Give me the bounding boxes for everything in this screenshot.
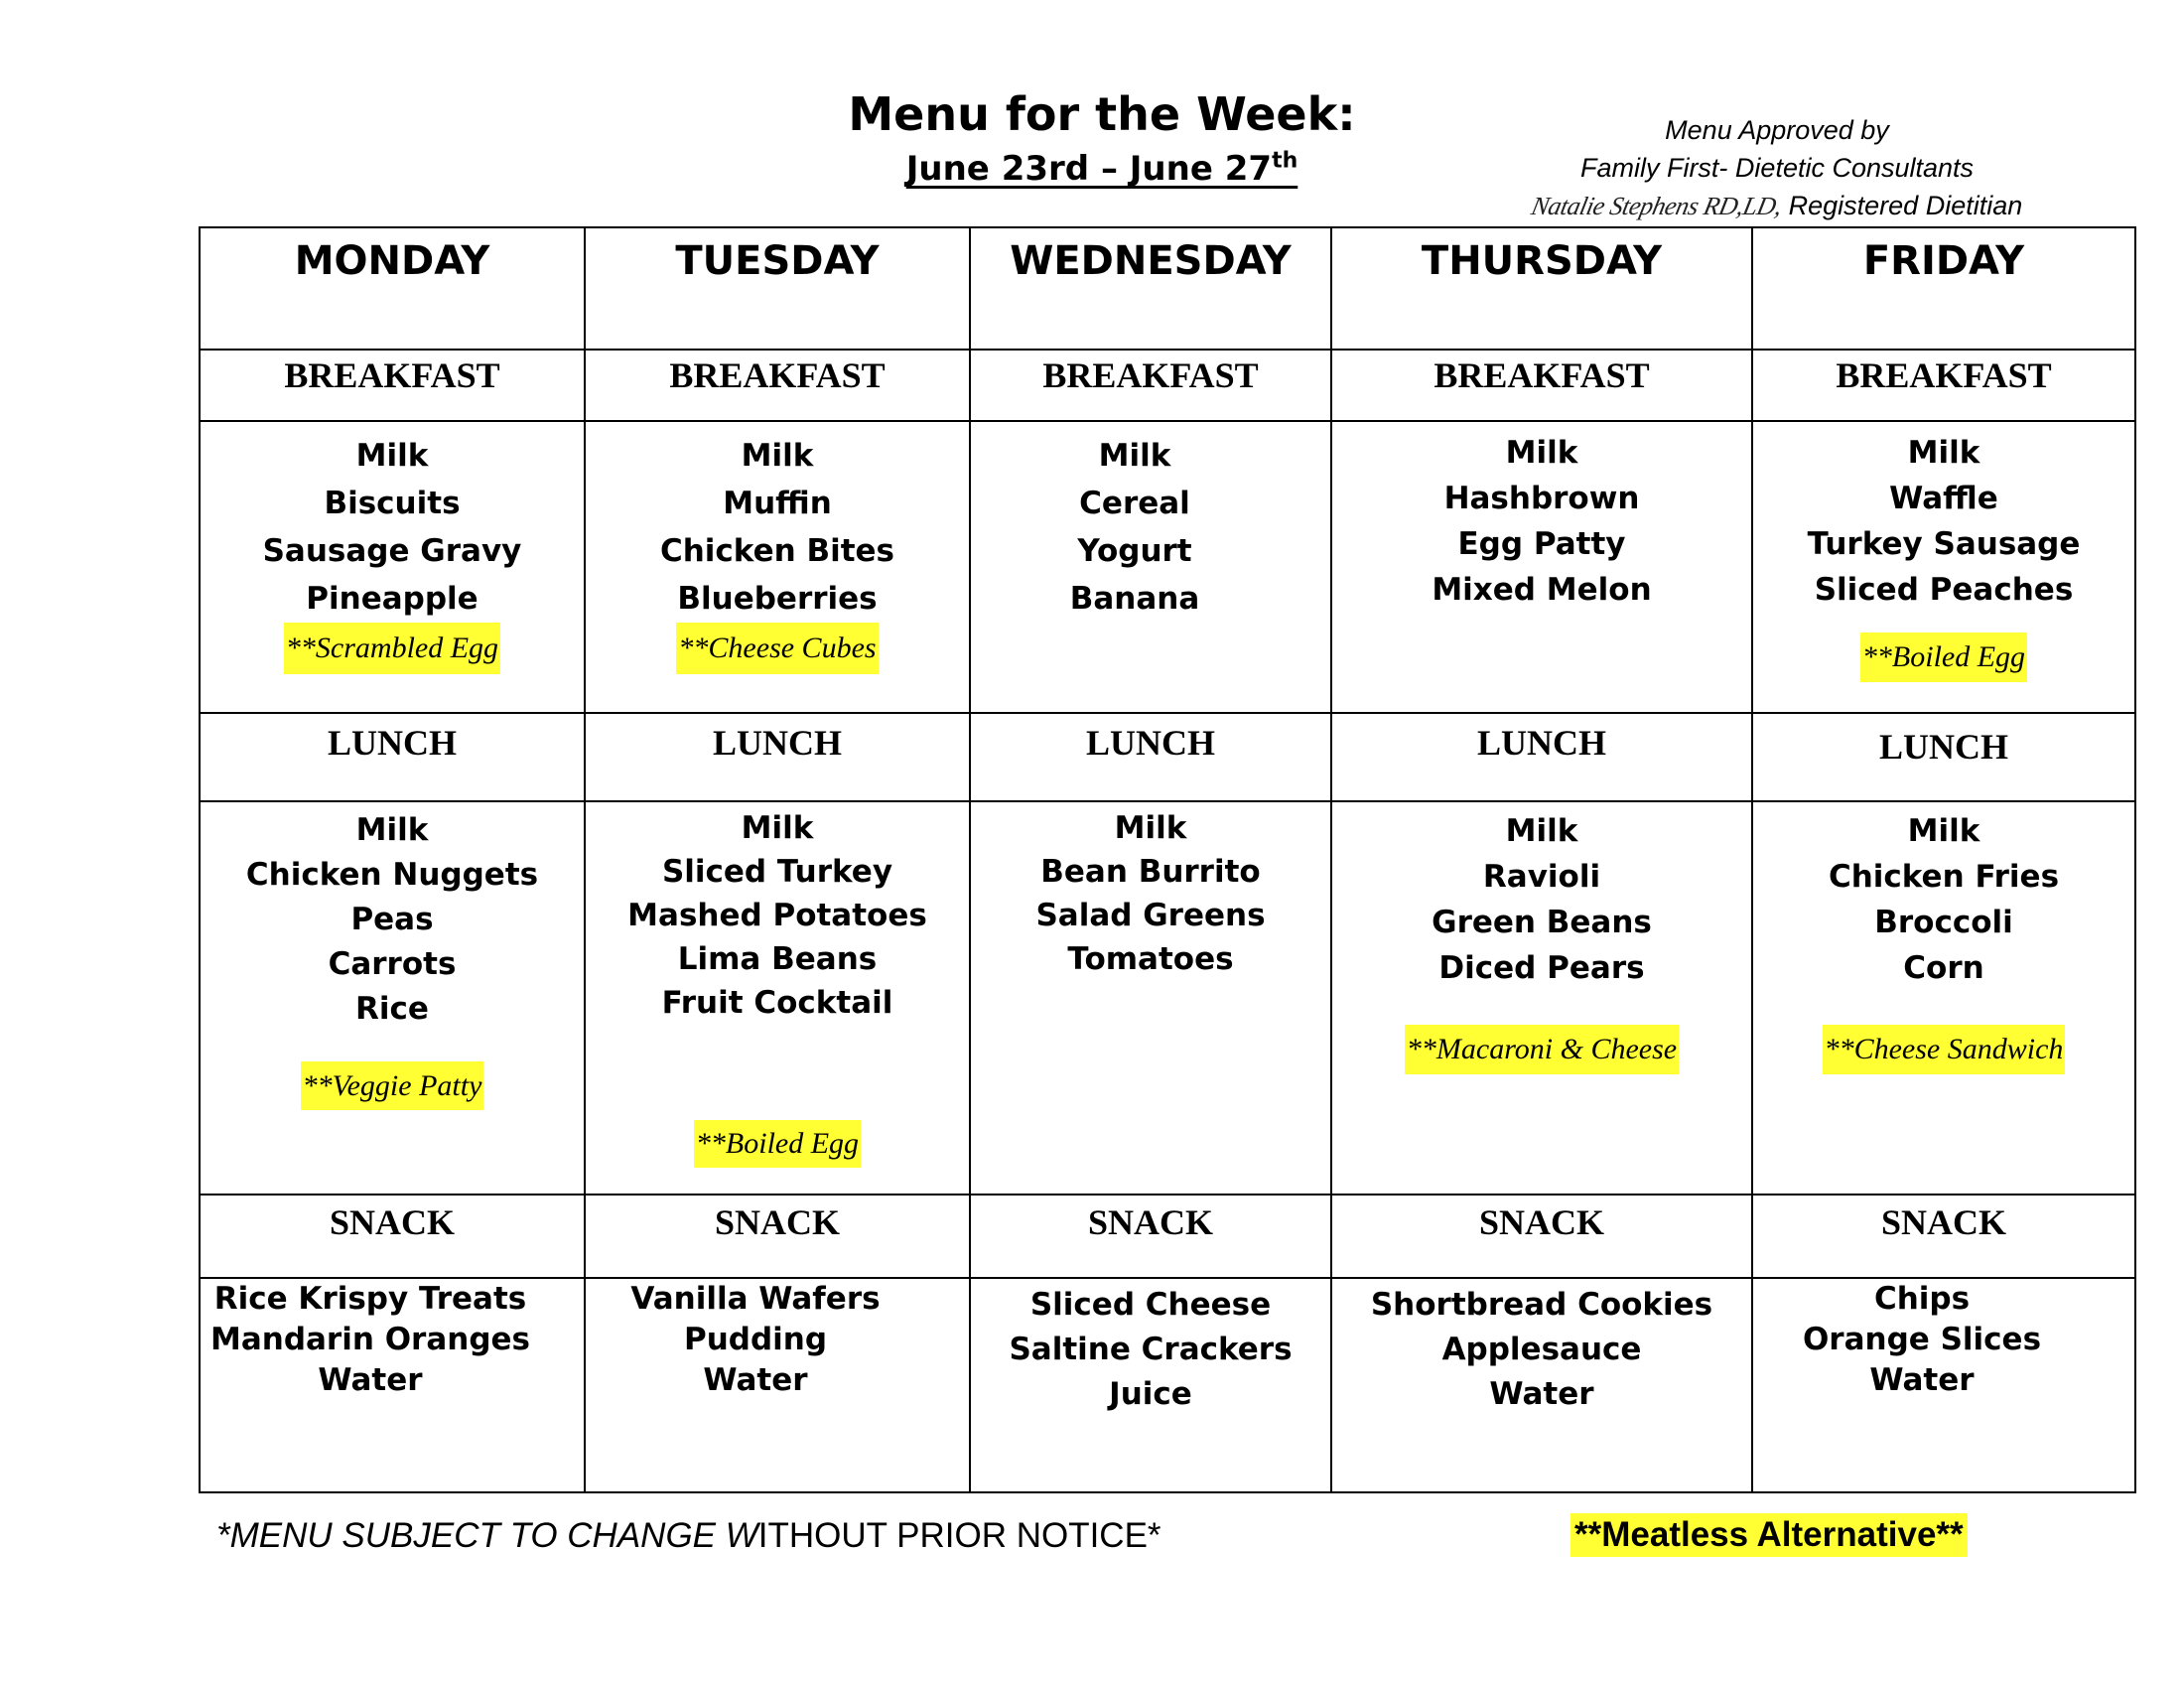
- breakfast-label-cell: [585, 350, 970, 421]
- meal-label: LUNCH: [1085, 723, 1215, 763]
- meal-label: LUNCH: [327, 723, 457, 763]
- breakfast-cell-friday: [1752, 421, 2135, 713]
- menu-item: Water: [1869, 1362, 1975, 1398]
- snack-cell-wednesday: [970, 1278, 1331, 1492]
- lunch-label-cell: [970, 713, 1331, 801]
- meal-label: SNACK: [1087, 1202, 1214, 1242]
- breakfast-label-cell: [200, 350, 585, 421]
- menu-item: Sausage Gravy: [262, 533, 522, 569]
- snack-label-cell: [200, 1195, 585, 1278]
- menu-item: Yogurt: [1077, 533, 1192, 569]
- menu-change-notice: [216, 1516, 1161, 1556]
- menu-item: Water: [1489, 1376, 1594, 1412]
- lunch-label-row: [200, 713, 2135, 801]
- menu-item: Rice Krispy Treats: [213, 1281, 527, 1317]
- meatless-alternative: **Cheese Cubes: [676, 623, 878, 674]
- day-name: TUESDAY: [675, 238, 880, 284]
- meatless-alternative: **Scrambled Egg: [284, 623, 500, 674]
- menu-item: Milk: [741, 438, 814, 474]
- approval-line-2: Family First- Dietetic Consultants: [1579, 153, 1975, 183]
- menu-item: Shortbread Cookies: [1370, 1287, 1713, 1323]
- lunch-label-cell: [1752, 713, 2135, 801]
- approval-line-1: Menu Approved by: [1665, 115, 1889, 145]
- menu-item: Egg Patty: [1457, 526, 1626, 562]
- menu-item: Turkey Sausage: [1807, 526, 2081, 562]
- menu-item: Sliced Cheese: [1029, 1287, 1272, 1323]
- menu-item: Milk: [741, 810, 814, 846]
- menu-item: Fruit Cocktail: [661, 985, 893, 1021]
- meatless-alternative-legend: **Meatless Alternative**: [1570, 1513, 1968, 1557]
- date-range-suffix: th: [1272, 149, 1298, 174]
- menu-item: Waffle: [1889, 481, 1998, 516]
- menu-item: Milk: [355, 438, 429, 474]
- menu-item: Milk: [1505, 813, 1578, 849]
- menu-item: Milk: [1098, 438, 1171, 474]
- snack-label-cell: [1752, 1195, 2135, 1278]
- day-header-monday: [200, 227, 585, 350]
- menu-item: Water: [318, 1362, 423, 1398]
- weekly-menu-table: [199, 226, 2136, 1493]
- snack-items-row: [200, 1278, 2135, 1492]
- page-title: Menu for the Week:: [848, 87, 1356, 141]
- dietitian-signature: Natalie Stephens RD,LD,: [1528, 192, 1785, 220]
- menu-item: Peas: [350, 902, 434, 937]
- meal-label: BREAKFAST: [1836, 355, 2052, 395]
- snack-cell-tuesday: [585, 1278, 970, 1492]
- snack-label-cell: [585, 1195, 970, 1278]
- lunch-items-row: [200, 801, 2135, 1195]
- meatless-alternative: **Boiled Egg: [1860, 633, 2027, 682]
- day-name: FRIDAY: [1862, 238, 2025, 284]
- menu-item: Chicken Fries: [1828, 859, 2060, 895]
- menu-item: Sliced Peaches: [1814, 572, 2074, 608]
- menu-item: Tomatoes: [1067, 941, 1234, 977]
- breakfast-label-cell: [1752, 350, 2135, 421]
- day-header-tuesday: [585, 227, 970, 350]
- menu-item: Chicken Nuggets: [245, 857, 539, 893]
- menu-item: Ravioli: [1482, 859, 1601, 895]
- snack-cell-monday: [200, 1278, 585, 1492]
- snack-label-cell: [970, 1195, 1331, 1278]
- menu-item: Orange Slices: [1802, 1322, 2042, 1357]
- meal-label: LUNCH: [1476, 723, 1606, 763]
- menu-item: Broccoli: [1874, 905, 2013, 940]
- day-name: WEDNESDAY: [1010, 238, 1292, 284]
- day-header-row: [200, 227, 2135, 350]
- menu-item: Muffin: [723, 486, 832, 521]
- menu-item: Water: [703, 1362, 808, 1398]
- lunch-cell-friday: [1752, 801, 2135, 1195]
- menu-item: Applesauce: [1441, 1332, 1642, 1367]
- snack-label-row: [200, 1195, 2135, 1278]
- day-name: MONDAY: [294, 238, 490, 284]
- menu-item: Lima Beans: [677, 941, 878, 977]
- menu-item: Sliced Turkey: [661, 854, 893, 890]
- breakfast-items-row: [200, 421, 2135, 713]
- meatless-alternative: **Boiled Egg: [694, 1120, 861, 1168]
- menu-item: Chips: [1873, 1281, 1971, 1317]
- day-header-wednesday: [970, 227, 1331, 350]
- lunch-cell-wednesday: [970, 801, 1331, 1195]
- approval-line-3: [1489, 187, 2065, 225]
- notice-rest: ITHOUT PRIOR NOTICE*: [757, 1516, 1161, 1555]
- menu-item: Corn: [1903, 950, 1984, 986]
- menu-item: Bean Burrito: [1040, 854, 1261, 890]
- menu-item: Diced Pears: [1438, 950, 1645, 986]
- menu-item: Hashbrown: [1443, 481, 1640, 516]
- lunch-cell-monday: [200, 801, 585, 1195]
- day-header-friday: [1752, 227, 2135, 350]
- menu-item: Milk: [355, 812, 429, 848]
- dietitian-title: Registered Dietitian: [1788, 191, 2023, 220]
- meal-label: SNACK: [714, 1202, 841, 1242]
- menu-item: Mixed Melon: [1432, 572, 1652, 608]
- lunch-cell-thursday: [1331, 801, 1752, 1195]
- menu-item: Biscuits: [324, 486, 461, 521]
- meatless-alternative: **Macaroni & Cheese: [1405, 1025, 1679, 1074]
- lunch-cell-tuesday: [585, 801, 970, 1195]
- menu-item: Banana: [1069, 581, 1200, 617]
- day-name: THURSDAY: [1421, 238, 1663, 284]
- breakfast-label-cell: [970, 350, 1331, 421]
- breakfast-cell-monday: [200, 421, 585, 713]
- meal-label: BREAKFAST: [669, 355, 886, 395]
- breakfast-cell-tuesday: [585, 421, 970, 713]
- meatless-alternative: **Veggie Patty: [301, 1061, 484, 1110]
- lunch-label-cell: [1331, 713, 1752, 801]
- menu-item: Pineapple: [306, 581, 478, 617]
- breakfast-label-cell: [1331, 350, 1752, 421]
- meal-label: LUNCH: [712, 723, 842, 763]
- menu-item: Green Beans: [1432, 905, 1652, 940]
- meal-label: LUNCH: [1878, 727, 2008, 767]
- meal-label: SNACK: [329, 1202, 456, 1242]
- menu-item: Saltine Crackers: [1009, 1332, 1293, 1367]
- meal-label: SNACK: [1880, 1202, 2007, 1242]
- menu-item: Salad Greens: [1035, 898, 1266, 933]
- meal-label: BREAKFAST: [1042, 355, 1259, 395]
- menu-item: Milk: [1907, 435, 1980, 471]
- meatless-alternative: **Cheese Sandwich: [1823, 1025, 2066, 1074]
- menu-item: Chicken Bites: [659, 533, 895, 569]
- meal-label: BREAKFAST: [1433, 355, 1650, 395]
- menu-item: Mashed Potatoes: [627, 898, 927, 933]
- menu-item: Pudding: [683, 1322, 828, 1357]
- approval-block: [1489, 111, 2065, 225]
- snack-label-cell: [1331, 1195, 1752, 1278]
- menu-item: Vanilla Wafers: [630, 1281, 881, 1317]
- lunch-label-cell: [585, 713, 970, 801]
- menu-item: Carrots: [328, 946, 457, 982]
- breakfast-label-row: [200, 350, 2135, 421]
- menu-item: Mandarin Oranges: [209, 1322, 531, 1357]
- menu-item: Milk: [1505, 435, 1578, 471]
- date-range-text: June 23rd – June 27: [905, 149, 1273, 190]
- day-header-thursday: [1331, 227, 1752, 350]
- meal-label: SNACK: [1478, 1202, 1605, 1242]
- breakfast-cell-wednesday: [970, 421, 1331, 713]
- menu-item: Cereal: [1079, 486, 1190, 521]
- menu-item: Milk: [1907, 813, 1980, 849]
- lunch-label-cell: [200, 713, 585, 801]
- menu-item: Blueberries: [677, 581, 878, 617]
- menu-item: Juice: [1109, 1376, 1192, 1412]
- notice-italic-part: *MENU SUBJECT TO CHANGE W: [216, 1516, 758, 1555]
- breakfast-cell-thursday: [1331, 421, 1752, 713]
- meal-label: BREAKFAST: [284, 355, 500, 395]
- snack-cell-friday: [1752, 1278, 2135, 1492]
- menu-item: Rice: [355, 991, 429, 1027]
- menu-item: Milk: [1114, 810, 1187, 846]
- snack-cell-thursday: [1331, 1278, 1752, 1492]
